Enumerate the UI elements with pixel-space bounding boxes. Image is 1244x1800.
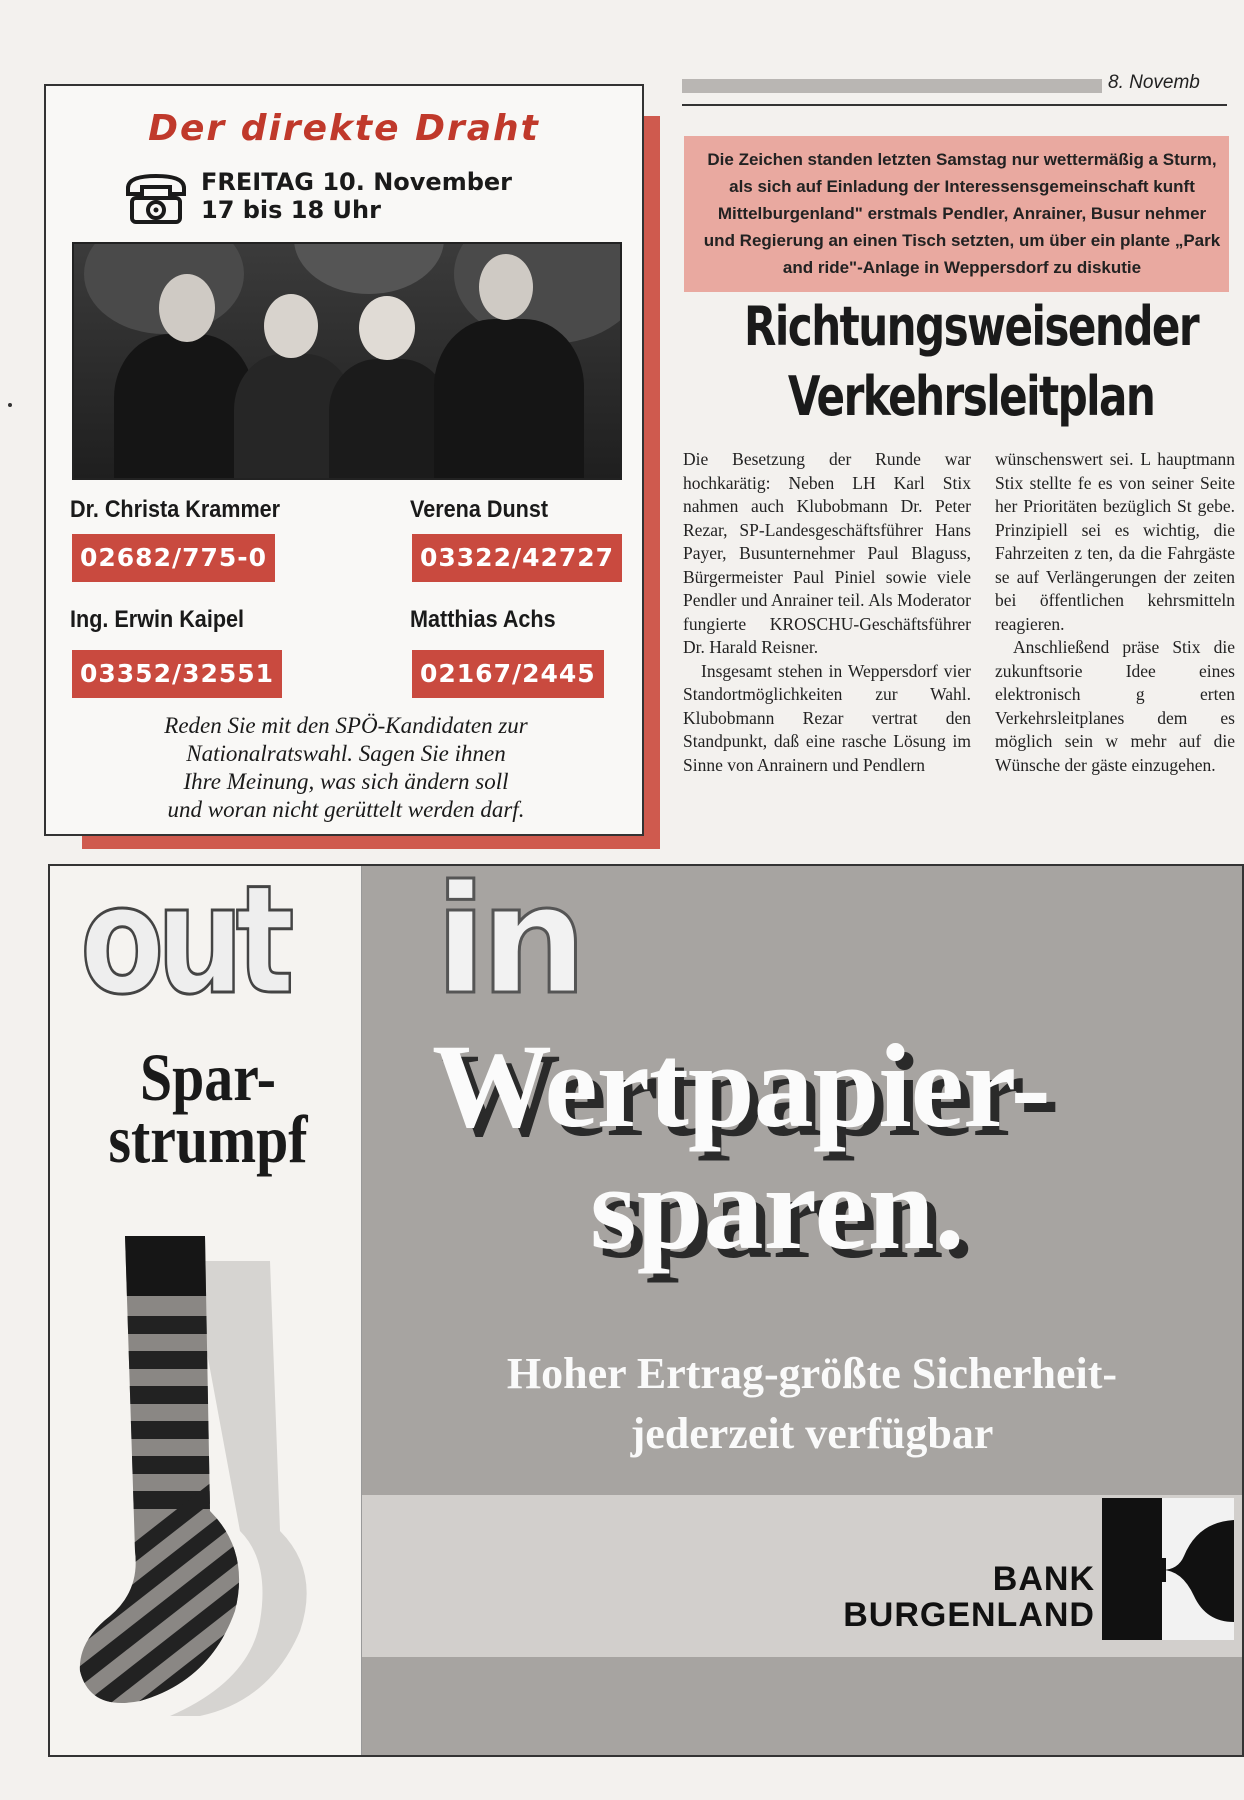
telephone-icon bbox=[124, 172, 188, 224]
candidate-name-3: Ing. Erwin Kaipel bbox=[70, 606, 245, 633]
ad-out-text: out bbox=[80, 864, 287, 1028]
article-lead-box bbox=[684, 136, 1229, 292]
ad-in-text: in bbox=[435, 864, 582, 1028]
candidate-name-1: Dr. Christa Krammer bbox=[70, 496, 281, 523]
article-headline: Richtungsweisender Verkehrsleitplan bbox=[744, 295, 1199, 428]
candidate-phone-3: 03352/32551 bbox=[72, 650, 282, 698]
article-column-1 bbox=[683, 448, 971, 777]
candidate-phone-2: 03322/42727 bbox=[412, 534, 622, 582]
article-paragraph: wünschenswert sei. L hauptmann Stix stellte fe es von seiner Seite her Prioritäten bezüglich St gebe. Prinzipiell sei es wichtig, die Fahrzeiten z ten, da die Fahrgäste se auf Verlängerungen der zeiten bei öffentlichen kehrsmitteln reagieren. bbox=[995, 449, 1235, 634]
candidate-name-2: Verena Dunst bbox=[410, 496, 549, 523]
article-paragraph: Anschließend präse Stix die zukunftsorie Idee eines elektronisch g erten Verkehrsleitplanes dem es möglich sein w mehr auf die Wünsche der gäste einzugehen. bbox=[995, 637, 1235, 775]
draht-title: Der direkte Draht bbox=[148, 108, 540, 149]
print-speck bbox=[8, 403, 12, 407]
article-lead: Die Zeichen standen letzten Samstag nur wettermäßig a Sturm, als sich auf Einladung der Interessensgemeinschaft kunft Mittelburgenland" erstmals Pendler, Anrainer, Busur nehmer und Regierung an einen Tisch setzten, um über ein plante „Park and ride"-Anlage in Weppersdorf zu diskutie bbox=[703, 150, 1221, 277]
direkte-draht-box bbox=[44, 84, 644, 836]
draht-date: FREITAG 10. November 17 bis 18 Uhr bbox=[201, 168, 513, 224]
page-date: 8. Novemb bbox=[1108, 72, 1200, 93]
ad-tagline: Hoher Ertrag-größte Sicherheit- jederzeit verfügbar bbox=[506, 1349, 1118, 1458]
bank-advertisement bbox=[48, 864, 1244, 1757]
bank-burgenland-logo-icon bbox=[1102, 1498, 1234, 1640]
ad-wertpapier-text: Wertpapier- bbox=[432, 1019, 1050, 1152]
striped-sock-icon bbox=[70, 1221, 330, 1721]
candidates-photo bbox=[72, 242, 622, 480]
header-thin-rule bbox=[682, 104, 1227, 106]
header-rule bbox=[682, 79, 1102, 93]
ad-sparstrumpf-text: Spar- strumpf bbox=[108, 1039, 308, 1177]
candidate-phone-1: 02682/775-0 bbox=[72, 534, 275, 582]
article-column-2 bbox=[995, 448, 1235, 777]
bank-name: BANK BURGENLAND bbox=[843, 1560, 1095, 1634]
draht-slogan: Reden Sie mit den SPÖ-Kandidaten zur Nationalratswahl. Sagen Sie ihnen Ihre Meinung, was sich ändern soll und woran nicht gerüttelt werden darf. bbox=[164, 713, 528, 822]
candidate-name-4: Matthias Achs bbox=[410, 606, 556, 633]
article-paragraph: Insgesamt stehen in Weppersdorf vier Standortmöglichkeiten zur Wahl. Klubobmann Rezar vertrat den Standpunkt, daß eine rasche Lösung im Sinne von Anrainern und Pendlern bbox=[683, 660, 971, 775]
candidate-phone-4: 02167/2445 bbox=[412, 650, 604, 698]
ad-sparen-text: sparen. bbox=[590, 1141, 965, 1274]
article-paragraph: Die Besetzung der Runde war hochkarätig: Neben LH Karl Stix nahmen auch Klubobmann Dr. Peter Rezar, SP-Landesgeschäftsführer Hans Payer, Busunternehmer Paul Blaguss, Bürgermeister Paul Piniel sowie viele Pendler und Anrainer teil. Als Moderator fungierte KROSCHU-Geschäftsführer Dr. Harald Reisner. bbox=[683, 449, 971, 657]
